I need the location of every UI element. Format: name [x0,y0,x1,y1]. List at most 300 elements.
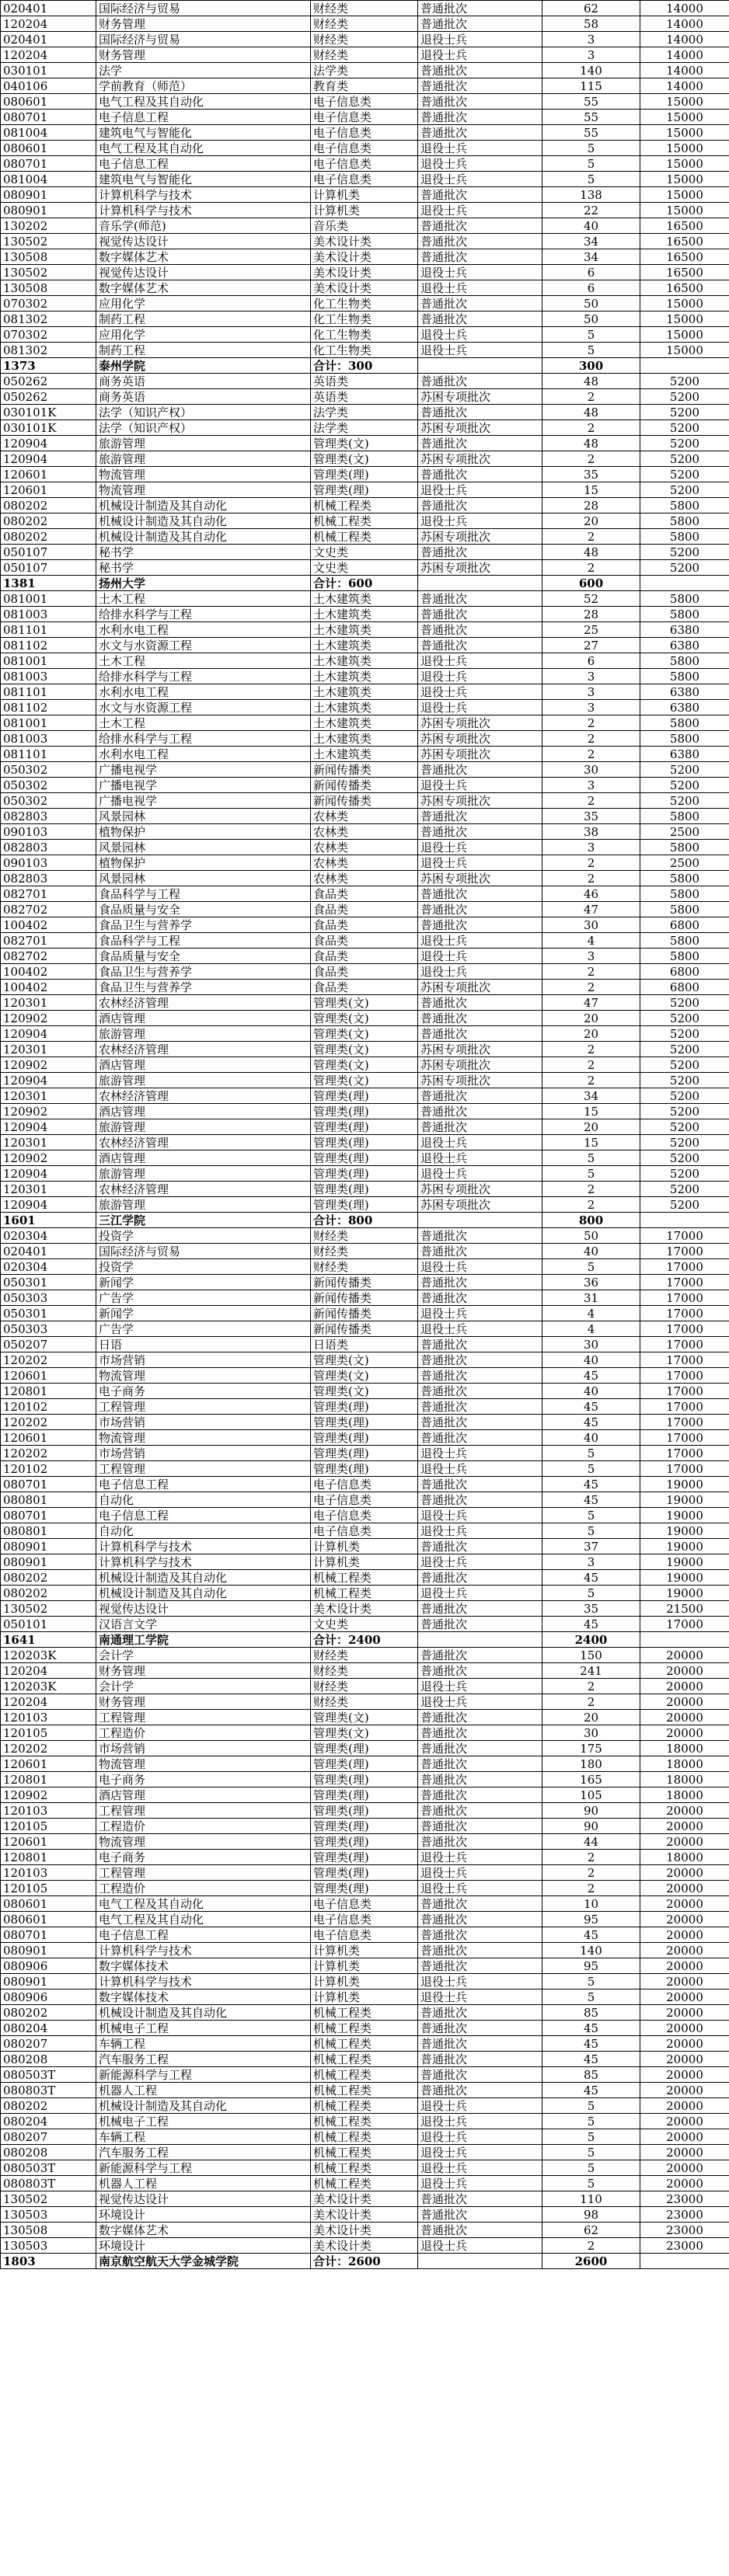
major-code-cell: 082803 [1,840,96,855]
category-cell: 化工生物类 [311,327,418,343]
table-row [1,684,729,700]
major-code-cell: 1373 [1,358,96,374]
plan-count-cell: 30 [542,1337,640,1352]
batch-cell: 退役士兵 [418,1989,542,2005]
major-name-cell: 建筑电气与智能化 [96,125,311,141]
category-cell: 管理类(理) [311,1756,418,1772]
table-row [1,451,729,467]
major-code-cell: 120801 [1,1850,96,1865]
major-name-cell: 电气工程及其自动化 [96,141,311,156]
plan-count-cell: 95 [542,1958,640,1974]
table-row [1,156,729,172]
tuition-cell: 5200 [640,405,729,420]
category-cell: 管理类(理) [311,1819,418,1834]
tuition-cell: 6380 [640,684,729,700]
batch-cell: 普通批次 [418,2021,542,2036]
plan-count-cell: 35 [542,1601,640,1617]
batch-cell: 普通批次 [418,1710,542,1725]
category-cell: 财经类 [311,1,418,16]
table-row [1,1679,729,1694]
batch-cell: 苏困专项批次 [418,1182,542,1197]
table-row [1,482,729,498]
major-code-cell: 120301 [1,995,96,1011]
plan-count-cell: 35 [542,467,640,482]
major-code-cell: 100402 [1,964,96,980]
major-code-cell: 050101 [1,1617,96,1632]
batch-cell: 退役士兵 [418,203,542,218]
table-row [1,700,729,715]
major-name-cell: 机械设计制造及其自动化 [96,1570,311,1586]
major-code-cell: 050302 [1,778,96,793]
tuition-cell: 5800 [640,809,729,824]
major-name-cell: 新闻学 [96,1275,311,1290]
tuition-cell: 19000 [640,1523,729,1539]
major-name-cell: 机械设计制造及其自动化 [96,529,311,545]
tuition-cell: 17000 [640,1446,729,1461]
tuition-cell: 20000 [640,2083,729,2098]
category-cell: 土木建筑类 [311,684,418,700]
batch-cell: 退役士兵 [418,265,542,280]
batch-cell: 普通批次 [418,1,542,16]
tuition-cell: 5200 [640,389,729,405]
category-cell: 电子信息类 [311,110,418,125]
major-code-cell: 050262 [1,374,96,389]
tuition-cell: 20000 [640,1912,729,1927]
tuition-cell: 18000 [640,1756,729,1772]
table-row [1,32,729,47]
plan-count-cell: 55 [542,110,640,125]
tuition-cell: 23000 [640,2223,729,2238]
major-name-cell: 水利水电工程 [96,747,311,762]
tuition-cell: 17000 [640,1352,729,1368]
tuition-cell: 17000 [640,1430,729,1446]
major-code-cell: 080701 [1,1927,96,1943]
major-name-cell: 汽车服务工程 [96,2145,311,2160]
category-cell: 管理类(文) [311,1725,418,1741]
category-cell: 计算机类 [311,1554,418,1570]
tuition-cell: 5200 [640,762,729,778]
major-code-cell: 030101K [1,420,96,436]
batch-cell: 苏困专项批次 [418,529,542,545]
batch-cell: 退役士兵 [418,1694,542,1710]
major-name-cell: 工程造价 [96,1819,311,1834]
batch-cell: 苏困专项批次 [418,980,542,995]
batch-cell: 普通批次 [418,2223,542,2238]
tuition-cell: 15000 [640,327,729,343]
table-row [1,1430,729,1446]
tuition-cell: 5200 [640,778,729,793]
plan-count-cell: 4 [542,1321,640,1337]
major-code-cell: 120601 [1,482,96,498]
batch-cell: 退役士兵 [418,1461,542,1477]
tuition-cell: 5800 [640,715,729,731]
table-row [1,2207,729,2223]
major-code-cell: 081003 [1,607,96,622]
major-name-cell: 计算机科学与技术 [96,203,311,218]
tuition-cell: 16500 [640,249,729,265]
category-cell: 财经类 [311,47,418,63]
category-cell: 计算机类 [311,1989,418,2005]
category-cell: 电子信息类 [311,141,418,156]
table-row [1,1617,729,1632]
major-name-cell: 国际经济与贸易 [96,1244,311,1259]
batch-cell: 普通批次 [418,1788,542,1803]
plan-count-cell: 6 [542,280,640,296]
major-name-cell: 旅游管理 [96,1026,311,1042]
table-row [1,498,729,513]
tuition-cell: 15000 [640,312,729,327]
major-name-cell: 计算机科学与技术 [96,1943,311,1958]
major-code-cell: 020401 [1,1,96,16]
batch-cell: 普通批次 [418,1477,542,1492]
category-cell: 土木建筑类 [311,715,418,731]
major-code-cell: 050107 [1,560,96,576]
batch-cell [418,358,542,374]
tuition-cell: 14000 [640,63,729,78]
major-code-cell: 080202 [1,1586,96,1601]
major-name-cell: 给排水科学与工程 [96,669,311,684]
major-code-cell: 130502 [1,1601,96,1617]
tuition-cell: 18000 [640,1850,729,1865]
table-row [1,1166,729,1182]
batch-cell: 普通批次 [418,467,542,482]
tuition-cell: 18000 [640,1772,729,1788]
batch-cell: 普通批次 [418,2067,542,2083]
major-name-cell: 食品卫生与营养学 [96,917,311,933]
major-name-cell: 计算机科学与技术 [96,1554,311,1570]
tuition-cell: 14000 [640,78,729,94]
major-code-cell: 020304 [1,1228,96,1244]
batch-cell: 退役士兵 [418,700,542,715]
plan-count-cell: 58 [542,16,640,32]
plan-count-cell: 28 [542,607,640,622]
major-code-cell: 120103 [1,1710,96,1725]
major-name-cell: 电气工程及其自动化 [96,1896,311,1912]
major-name-cell: 食品科学与工程 [96,933,311,949]
tuition-cell: 17000 [640,1399,729,1415]
major-code-cell: 130503 [1,2207,96,2223]
major-code-cell: 082702 [1,902,96,917]
category-cell: 日语类 [311,1337,418,1352]
plan-count-cell: 45 [542,1415,640,1430]
table-row [1,715,729,731]
batch-cell: 退役士兵 [418,2238,542,2254]
major-name-cell: 财务管理 [96,16,311,32]
major-code-cell: 080701 [1,156,96,172]
plan-count-cell: 15 [542,482,640,498]
batch-cell: 退役士兵 [418,1306,542,1321]
batch-cell: 普通批次 [418,1834,542,1850]
batch-cell: 普通批次 [418,1337,542,1352]
batch-cell: 普通批次 [418,296,542,312]
tuition-cell: 23000 [640,2191,729,2207]
category-cell: 管理类(理) [311,1850,418,1865]
major-name-cell: 工程管理 [96,1803,311,1819]
batch-cell: 普通批次 [418,902,542,917]
table-row [1,249,729,265]
plan-count-cell: 20 [542,1011,640,1026]
category-cell: 管理类(理) [311,1772,418,1788]
tuition-cell: 6800 [640,980,729,995]
category-cell: 电子信息类 [311,1523,418,1539]
plan-count-cell: 62 [542,1,640,16]
tuition-cell: 20000 [640,1725,729,1741]
category-cell: 土木建筑类 [311,622,418,638]
plan-count-cell: 2 [542,529,640,545]
tuition-cell: 20000 [640,2067,729,2083]
batch-cell [418,1213,542,1228]
major-code-cell: 130508 [1,280,96,296]
tuition-cell: 20000 [640,2176,729,2191]
tuition-cell: 17000 [640,1384,729,1399]
major-name-cell: 土木工程 [96,653,311,669]
batch-cell: 普通批次 [418,1539,542,1554]
category-cell: 管理类(文) [311,1073,418,1088]
table-row [1,1539,729,1554]
batch-cell: 普通批次 [418,63,542,78]
table-row [1,1135,729,1150]
major-name-cell: 风景园林 [96,840,311,855]
major-code-cell: 080202 [1,513,96,529]
table-row [1,2129,729,2145]
plan-count-cell: 2 [542,1694,640,1710]
category-cell: 管理类(理) [311,1166,418,1182]
major-name-cell: 制药工程 [96,312,311,327]
batch-cell: 普通批次 [418,16,542,32]
category-cell: 法学类 [311,420,418,436]
plan-count-cell: 6 [542,653,640,669]
major-name-cell: 广播电视学 [96,778,311,793]
batch-cell: 退役士兵 [418,669,542,684]
plan-count-cell: 5 [542,1461,640,1477]
major-code-cell: 130502 [1,265,96,280]
major-name-cell: 会计学 [96,1679,311,1694]
table-row [1,964,729,980]
tuition-cell: 17000 [640,1306,729,1321]
tuition-cell: 5200 [640,1197,729,1213]
tuition-cell: 5200 [640,1042,729,1057]
major-name-cell: 新能源科学与工程 [96,2067,311,2083]
major-code-cell: 080601 [1,94,96,110]
batch-cell: 普通批次 [418,917,542,933]
tuition-cell: 20000 [640,1819,729,1834]
category-cell: 合计：600 [311,576,418,591]
major-name-cell: 国际经济与贸易 [96,1,311,16]
category-cell: 新闻传播类 [311,1306,418,1321]
batch-cell: 普通批次 [418,436,542,451]
batch-cell: 普通批次 [418,1290,542,1306]
plan-count-cell: 34 [542,234,640,249]
major-code-cell: 1641 [1,1632,96,1648]
tuition-cell: 5200 [640,451,729,467]
major-code-cell: 081003 [1,731,96,747]
batch-cell: 普通批次 [418,1617,542,1632]
batch-cell: 普通批次 [418,374,542,389]
plan-count-cell: 48 [542,405,640,420]
major-name-cell: 市场营销 [96,1446,311,1461]
category-cell: 文史类 [311,1617,418,1632]
batch-cell: 苏困专项批次 [418,715,542,731]
tuition-cell: 5800 [640,653,729,669]
category-cell: 机械工程类 [311,498,418,513]
tuition-cell: 5200 [640,1182,729,1197]
tuition-cell: 5200 [640,995,729,1011]
plan-count-cell: 3 [542,778,640,793]
major-code-cell: 081004 [1,125,96,141]
category-cell: 农林类 [311,855,418,871]
category-cell: 新闻传播类 [311,1321,418,1337]
batch-cell: 普通批次 [418,1399,542,1415]
major-code-cell: 082803 [1,871,96,886]
major-name-cell: 工程管理 [96,1399,311,1415]
plan-count-cell: 600 [542,576,640,591]
major-code-cell: 120902 [1,1150,96,1166]
table-row [1,405,729,420]
plan-count-cell: 95 [542,1912,640,1927]
table-row [1,467,729,482]
plan-count-cell: 40 [542,1430,640,1446]
category-cell: 美术设计类 [311,2238,418,2254]
table-row [1,731,729,747]
table-row [1,1850,729,1865]
plan-count-cell: 47 [542,995,640,1011]
category-cell: 机械工程类 [311,1570,418,1586]
table-row [1,1088,729,1104]
major-name-cell: 旅游管理 [96,1073,311,1088]
table-row [1,1663,729,1679]
category-cell: 电子信息类 [311,125,418,141]
category-cell: 管理类(文) [311,436,418,451]
category-cell: 管理类(文) [311,1384,418,1399]
major-name-cell: 机械设计制造及其自动化 [96,2005,311,2021]
major-code-cell: 1601 [1,1213,96,1228]
plan-count-cell: 140 [542,1943,640,1958]
tuition-cell: 16500 [640,234,729,249]
major-code-cell: 030101 [1,63,96,78]
table-row [1,1,729,16]
major-name-cell: 食品卫生与营养学 [96,980,311,995]
major-code-cell: 070302 [1,327,96,343]
major-code-cell: 120904 [1,451,96,467]
major-code-cell: 080204 [1,2114,96,2129]
plan-count-cell: 3 [542,700,640,715]
school-header-row [1,1632,729,1648]
major-code-cell: 081003 [1,669,96,684]
tuition-cell: 17000 [640,1290,729,1306]
tuition-cell: 5800 [640,933,729,949]
table-row [1,1290,729,1306]
major-name-cell: 风景园林 [96,871,311,886]
major-name-cell: 投资学 [96,1228,311,1244]
table-row [1,809,729,824]
plan-count-cell: 5 [542,1523,640,1539]
category-cell: 计算机类 [311,187,418,203]
category-cell: 食品类 [311,933,418,949]
batch-cell: 苏困专项批次 [418,1042,542,1057]
table-row [1,1352,729,1368]
plan-count-cell: 45 [542,1477,640,1492]
major-code-cell: 080208 [1,2145,96,2160]
major-code-cell: 080901 [1,187,96,203]
major-name-cell: 市场营销 [96,1741,311,1756]
table-row [1,980,729,995]
major-name-cell: 旅游管理 [96,1166,311,1182]
tuition-cell: 2500 [640,855,729,871]
major-name-cell: 农林经济管理 [96,995,311,1011]
batch-cell: 普通批次 [418,1119,542,1135]
batch-cell: 苏困专项批次 [418,871,542,886]
batch-cell: 苏困专项批次 [418,420,542,436]
major-code-cell: 120301 [1,1042,96,1057]
plan-count-cell: 105 [542,1788,640,1803]
batch-cell: 普通批次 [418,1819,542,1834]
category-cell: 电子信息类 [311,1492,418,1508]
table-row [1,2114,729,2129]
batch-cell: 普通批次 [418,1228,542,1244]
table-row [1,513,729,529]
major-name-cell: 物流管理 [96,1430,311,1446]
plan-count-cell: 2 [542,451,640,467]
table-row [1,949,729,964]
tuition-cell: 15000 [640,296,729,312]
major-code-cell: 120902 [1,1011,96,1026]
table-row [1,234,729,249]
table-row [1,1197,729,1213]
major-code-cell: 080906 [1,1958,96,1974]
plan-count-cell: 35 [542,809,640,824]
tuition-cell: 15000 [640,203,729,218]
table-row [1,2021,729,2036]
batch-cell [418,2254,542,2269]
category-cell: 美术设计类 [311,265,418,280]
major-code-cell: 090103 [1,824,96,840]
category-cell: 财经类 [311,1244,418,1259]
batch-cell: 退役士兵 [418,156,542,172]
plan-count-cell: 5 [542,1150,640,1166]
plan-count-cell: 4 [542,933,640,949]
batch-cell: 普通批次 [418,1803,542,1819]
major-name-cell: 旅游管理 [96,436,311,451]
major-code-cell: 081004 [1,172,96,187]
major-name-cell: 秘书学 [96,545,311,560]
plan-count-cell: 30 [542,762,640,778]
batch-cell: 普通批次 [418,1741,542,1756]
batch-cell: 退役士兵 [418,32,542,47]
category-cell: 计算机类 [311,1539,418,1554]
category-cell: 食品类 [311,964,418,980]
table-row [1,1119,729,1135]
major-code-cell: 120902 [1,1104,96,1119]
plan-count-cell: 15 [542,1104,640,1119]
tuition-cell: 16500 [640,218,729,234]
table-row [1,327,729,343]
tuition-cell: 20000 [640,2052,729,2067]
table-row [1,1228,729,1244]
batch-cell: 退役士兵 [418,1446,542,1461]
major-name-cell: 食品科学与工程 [96,886,311,902]
major-name-cell: 计算机科学与技术 [96,1539,311,1554]
table-row [1,793,729,809]
batch-cell: 退役士兵 [418,1508,542,1523]
tuition-cell: 17000 [640,1337,729,1352]
plan-count-cell: 2 [542,964,640,980]
batch-cell: 普通批次 [418,1415,542,1430]
category-cell: 管理类(理) [311,1119,418,1135]
batch-cell: 普通批次 [418,405,542,420]
table-row [1,265,729,280]
table-row [1,902,729,917]
table-row [1,1710,729,1725]
